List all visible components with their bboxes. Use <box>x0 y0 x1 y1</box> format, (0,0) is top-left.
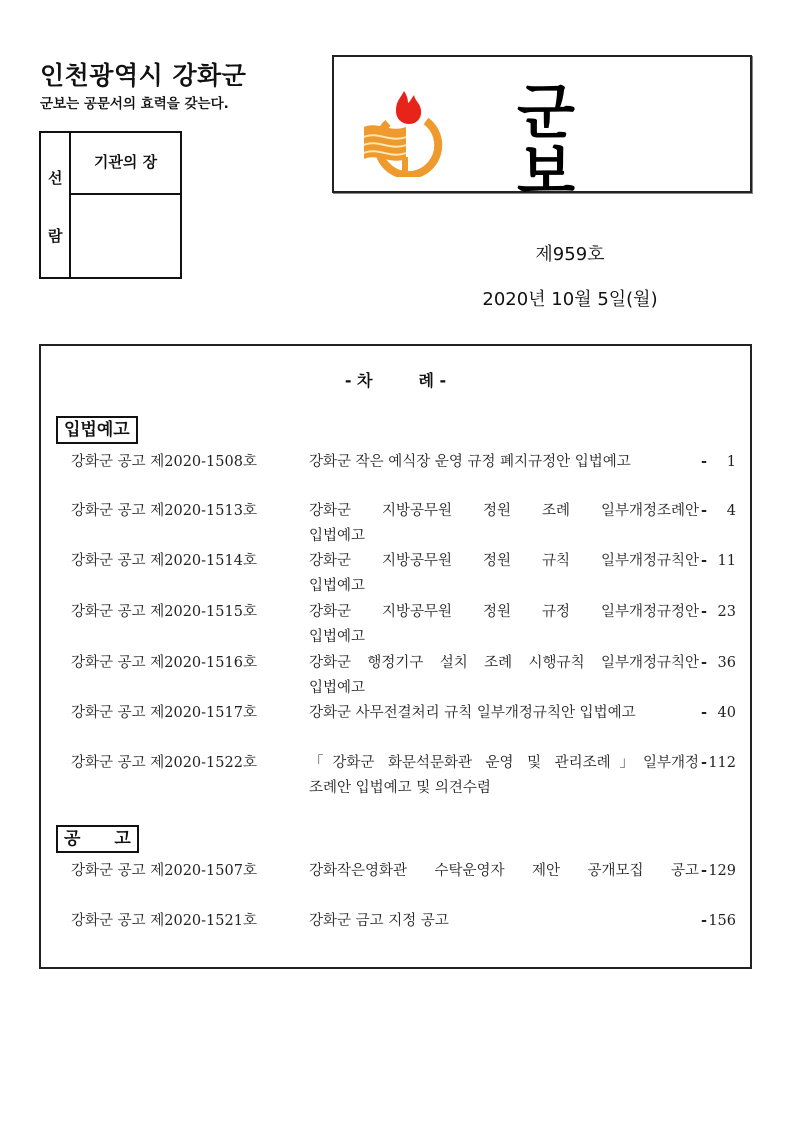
entry-title-cont: 입법예고 <box>309 680 366 696</box>
notice-number: 강화군 공고 제2020-1521호 <box>71 913 257 929</box>
toc-title: - 차 례 - <box>344 371 447 390</box>
review-column-header: 기관의 장 <box>71 133 180 195</box>
entry-title: 강화군 지방공무원 정원 규정 일부개정규정안 <box>309 604 699 620</box>
page-number[interactable]: 11 <box>717 553 736 569</box>
leader-dash: - <box>701 604 708 620</box>
gazette-banner <box>332 55 752 208</box>
section-label-legislative-notice: 입법예고 <box>56 416 138 444</box>
entry-title: 강화군 행정기구 설치 조례 시행규칙 일부개정규칙안 <box>309 655 699 671</box>
entry-title: 강화작은영화관 수탁운영자 제안 공개모집 공고 <box>309 863 699 879</box>
review-side-label <box>41 133 71 277</box>
notice-number: 강화군 공고 제2020-1517호 <box>71 705 257 721</box>
leader-dash: - <box>701 503 708 519</box>
entry-title-cont: 조례안 입법예고 및 의견수렴 <box>309 780 491 796</box>
leader-dash: - <box>701 705 708 721</box>
entry-title: 「강화군 화문석문화관 운영 및 관리조례」일부개정 <box>309 755 699 771</box>
leader-dash: - <box>701 863 708 879</box>
leader-dash: - <box>701 755 708 771</box>
notice-number: 강화군 공고 제2020-1522호 <box>71 755 257 771</box>
page-number[interactable]: 4 <box>726 503 736 519</box>
org-title: 인천광역시 강화군 <box>40 61 247 90</box>
entry-title-cont: 입법예고 <box>309 578 366 594</box>
notice-number: 강화군 공고 제2020-1508호 <box>71 454 257 470</box>
entry-title: 강화군 사무전결처리 규칙 일부개정규칙안 입법예고 <box>309 705 636 721</box>
section-label-public-notice: 공 고 <box>56 825 139 853</box>
review-table <box>39 131 182 279</box>
entry-title: 강화군 작은 예식장 운영 규정 폐지규정안 입법예고 <box>309 454 631 470</box>
entry-title: 강화군 지방공무원 정원 조례 일부개정조례안 <box>309 503 699 519</box>
page-number[interactable]: 23 <box>717 604 736 620</box>
page-number[interactable]: 112 <box>708 755 736 771</box>
gazette-title: 군보 <box>517 78 655 208</box>
leader-dash: - <box>701 454 708 470</box>
org-tagline: 군보는 공문서의 효력을 갖는다. <box>40 96 229 112</box>
gangwha-county-emblem-icon <box>356 77 446 177</box>
notice-number: 강화군 공고 제2020-1514호 <box>71 553 257 569</box>
issue-number: 제959호 <box>535 244 605 265</box>
entry-title: 강화군 지방공무원 정원 규칙 일부개정규칙안 <box>309 553 699 569</box>
issue-date: 2020년 10월 5일(월) <box>482 289 658 310</box>
notice-number: 강화군 공고 제2020-1516호 <box>71 655 257 671</box>
table-of-contents <box>39 344 752 969</box>
page-number[interactable]: 156 <box>708 913 736 929</box>
notice-number: 강화군 공고 제2020-1507호 <box>71 863 257 879</box>
review-side-label-top: 선 <box>48 169 63 187</box>
entry-title-cont: 입법예고 <box>309 629 366 645</box>
page-number[interactable]: 40 <box>717 705 736 721</box>
leader-dash: - <box>701 553 708 569</box>
page-number[interactable]: 36 <box>717 655 736 671</box>
leader-dash: - <box>701 913 708 929</box>
leader-dash: - <box>701 655 708 671</box>
entry-title: 강화군 금고 지정 공고 <box>309 913 449 929</box>
notice-number: 강화군 공고 제2020-1513호 <box>71 503 257 519</box>
page-number[interactable]: 1 <box>726 454 736 470</box>
review-signature-cell <box>71 195 180 277</box>
review-side-label-bottom: 람 <box>48 227 63 245</box>
entry-title-cont: 입법예고 <box>309 528 366 544</box>
page-number[interactable]: 129 <box>708 863 736 879</box>
notice-number: 강화군 공고 제2020-1515호 <box>71 604 257 620</box>
